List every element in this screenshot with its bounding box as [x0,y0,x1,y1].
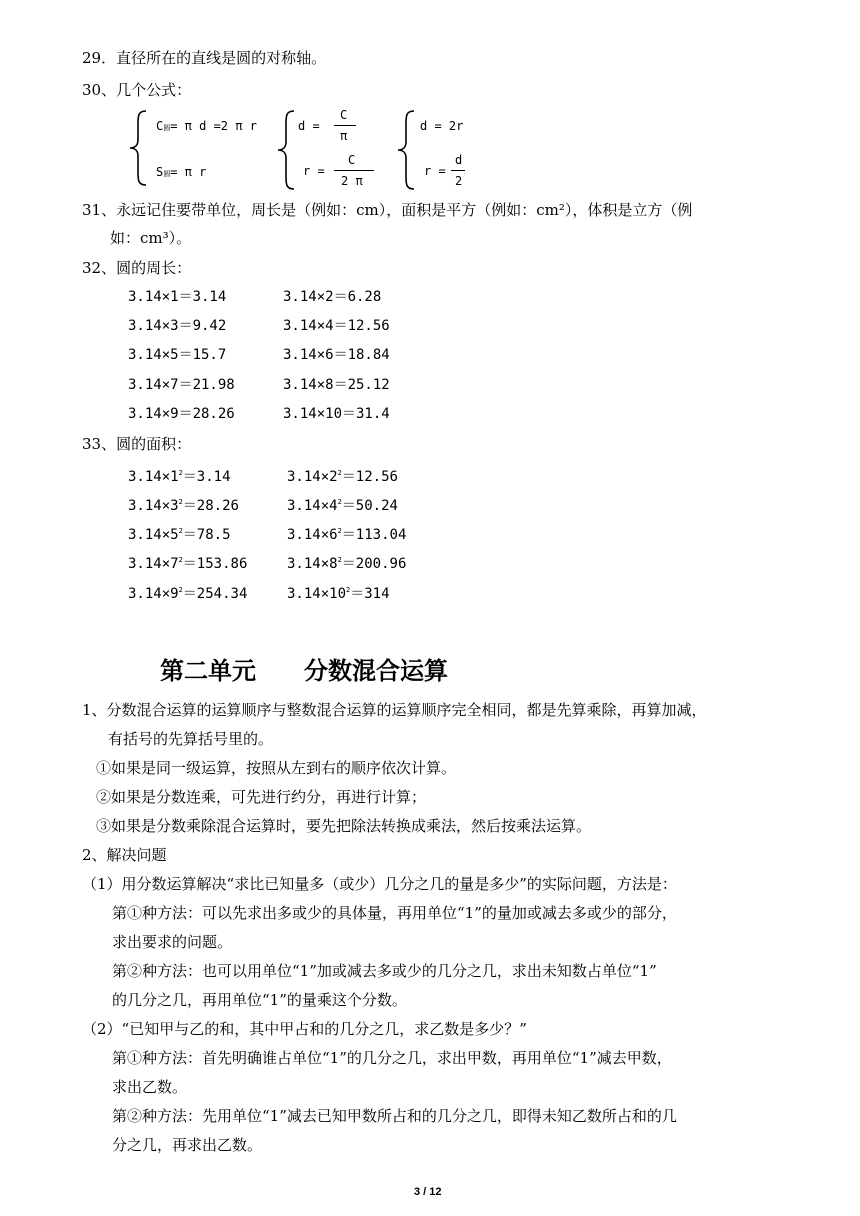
circumference-cell: 3.14×3＝9.42 [128,318,227,334]
fraction-bar [451,170,465,171]
unit2-p1-line2: 有括号的先算括号里的。 [108,730,274,748]
item-32: 32、圆的周长： [82,259,192,277]
unit2-p1-rule-c: ③如果是分数乘除混合运算时，要先把除法转换成乘法，然后按乘法运算。 [96,817,592,835]
area-cell: $3.14\times 5^2=78.5$ [128,527,231,543]
unit2-q2: （2）“已知甲与乙的和，其中甲占和的几分之几，求乙数是多少？” [82,1020,527,1038]
unit2-q2-method1-line1: 第①种方法：首先明确谁占单位“1”的几分之几，求出甲数，再用单位“1”减去甲数， [112,1049,672,1067]
formula-d-numerator: C [340,108,348,122]
area-cell: $3.14\times 8^2=200.96$ [287,556,407,572]
area-cell: $3.14\times 3^2=28.26$ [128,498,239,514]
formula-r-d-numerator: d [455,153,463,167]
area-cell: $3.14\times 4^2=50.24$ [287,498,398,514]
unit2-q2-method2-line1: 第②种方法：先用单位“1”减去已知甲数所占和的几分之几，即得未知乙数所占和的几 [112,1107,677,1125]
circumference-cell: 3.14×10＝31.4 [283,406,390,422]
area-cell: $3.14\times 1^2=3.14$ [128,469,231,485]
formula-r-denominator: 2 π [341,174,363,188]
brace-icon [396,110,416,190]
unit2-p2: 2、解决问题 [82,846,167,864]
unit2-q1-method1-line2: 求出要求的问题。 [112,933,233,951]
area-cell: $3.14\times 6^2=113.04$ [287,527,407,543]
formula-area: S圆= π r [156,165,207,179]
page-number: 3 / 12 [414,1186,442,1198]
formula-r-lhs: r = [303,164,325,178]
formula-d-2r: d = 2r [420,119,464,133]
area-cell: $3.14\times 2^2=12.56$ [287,469,398,485]
formula-d-lhs: d = [298,119,320,133]
formula-circumference: C圆= π d =2 π r [156,119,257,133]
item-31-line1: 31、永远记住要带单位，周长是（例如：cm），面积是平方（例如：cm²），体积是立方（例 [82,201,693,219]
circumference-cell: 3.14×9＝28.26 [128,406,235,422]
unit2-p1-line1: 1、分数混合运算的运算顺序与整数混合运算的运算顺序完全相同，都是先算乘除，再算加减， [82,701,707,719]
area-cell: $3.14\times 7^2=153.86$ [128,556,248,572]
unit2-q1-method2-line2: 的几分之几，再用单位“1”的量乘这个分数。 [112,991,407,1009]
item-30: 30、几个公式： [82,81,192,99]
circumference-cell: 3.14×5＝15.7 [128,347,227,363]
circumference-cell: 3.14×6＝18.84 [283,347,390,363]
formula-r-d-denominator: 2 [455,174,463,188]
area-cell: $3.14\times 10^2=314$ [287,586,390,602]
unit2-q1-method1-line1: 第①种方法：可以先求出多或少的具体量，再用单位“1”的量加或减去多或少的部分， [112,904,677,922]
fraction-bar [334,170,374,171]
unit2-p1-rule-a: ①如果是同一级运算，按照从左到右的顺序依次计算。 [96,759,457,777]
circumference-cell: 3.14×4＝12.56 [283,318,390,334]
area-cell: $3.14\times 9^2=254.34$ [128,586,248,602]
circumference-cell: 3.14×7＝21.98 [128,377,235,393]
formula-d-denominator: π [340,129,348,143]
formula-r-numerator: C [348,153,356,167]
circumference-cell: 3.14×2＝6.28 [283,289,382,305]
brace-icon [128,110,148,186]
section-title: 第二单元 分数混合运算 [160,657,448,685]
brace-icon [276,110,296,190]
unit2-q2-method1-line2: 求出乙数。 [112,1078,188,1096]
fraction-bar [334,125,356,126]
unit2-q1: （1）用分数运算解决“求比已知量多（或少）几分之几的量是多少”的实际问题，方法是： [82,875,677,893]
unit2-p1-rule-b: ②如果是分数连乘，可先进行约分，再进行计算； [96,788,427,806]
circumference-cell: 3.14×8＝25.12 [283,377,390,393]
item-29: 29．直径所在的直线是圆的对称轴。 [82,49,327,67]
item-31-line2: 如：cm³）。 [110,229,192,247]
formula-r-d-lhs: r = [424,164,446,178]
circumference-cell: 3.14×1＝3.14 [128,289,227,305]
unit2-q2-method2-line2: 分之几，再求出乙数。 [112,1136,263,1154]
item-33: 33、圆的面积： [82,435,192,453]
unit2-q1-method2-line1: 第②种方法：也可以用单位“1”加或减去多或少的几分之几，求出未知数占单位“1” [112,962,657,980]
